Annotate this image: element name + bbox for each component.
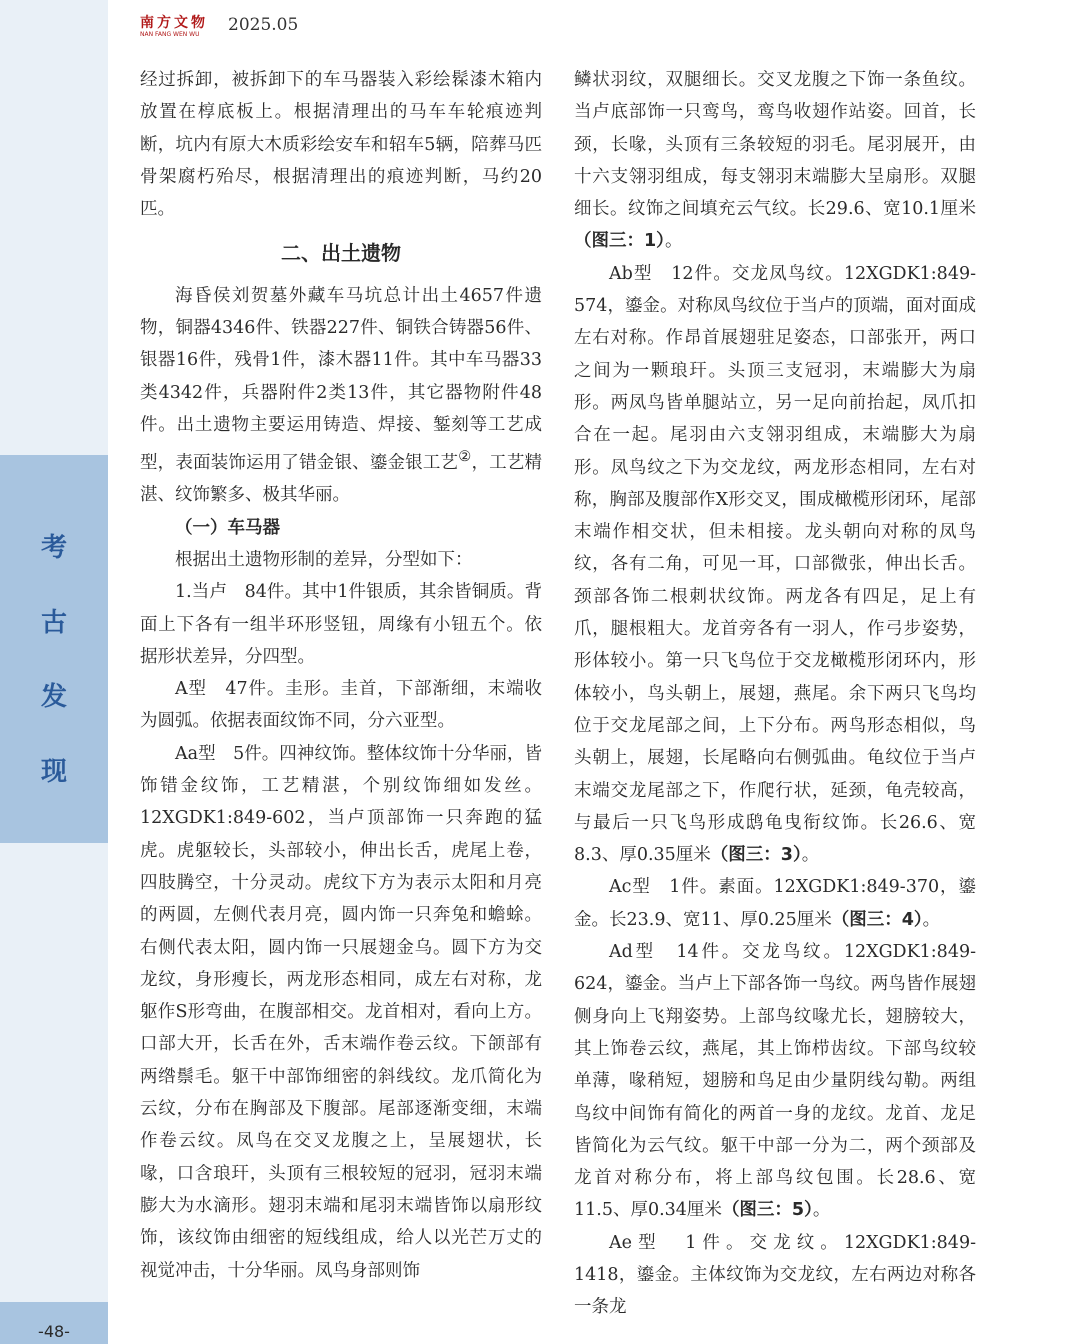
paragraph	[574, 871, 976, 936]
paragraph	[574, 64, 976, 258]
section-char-1: 考	[40, 533, 67, 563]
paragraph-text: 。	[922, 909, 941, 930]
paragraph: Ae型 1件。交龙纹。12XGDK1:849-1418，鎏金。主体纹饰为交龙纹，左右两边对称各一条龙	[574, 1232, 976, 1318]
paragraph-text: 。	[812, 1200, 831, 1221]
section-char-2: 古	[40, 608, 67, 638]
paragraph-text: Ac型 1件。素面。12XGDK1:849-370，鎏金。长23.9、宽11、厚0.25厘米	[574, 877, 976, 930]
paragraph-text: Ab型 12件。交龙凤鸟纹。12XGDK1:849-574，鎏金。对称凤鸟纹位于当卢的顶端，面对面成左右对称。作昂首展翅驻足姿态，口部张开，两口之间为一颗琅玕。头顶三支冠羽，末端膨大为扇形。两凤鸟皆单腿站立，另一足向前抬起，凤爪扣合在一起。尾羽由六支翎羽组成，末端膨大为扇形。凤鸟纹之下为交龙纹，两龙形态相同，左右对称，胸部及腹部作X形交叉，围成橄榄形闭环，尾部末端作相交状，但未相接。龙头朝向对称的凤鸟纹，各有二角，可见一耳，口部微张，伸出长舌。颈部各饰二根刺状纹饰。两龙各有四足，足上有爪，腿根粗大。龙首旁各有一羽人，作弓步姿势，形体较小。第一只飞鸟位于交龙橄榄形闭环内，形体较小，鸟头朝上，展翅，燕尾。余下两只飞鸟均位于交龙尾部之间，上下分布。两鸟形态相似，鸟头朝上，展翅，长尾略向右侧弧曲。龟纹位于当卢末端交龙尾部之下，作爬行状，延颈，龟壳较高，与最后一只飞鸟形成鸱龟曳衔纹饰。长26.6、宽8.3、厚0.35厘米	[574, 263, 976, 866]
paragraph-text: Ad型 14件。交龙鸟纹。12XGDK1:849-624，鎏金。当卢上下部各饰一鸟纹。两鸟皆作展翅侧身向上飞翔姿势。上部鸟纹喙尤长，翅膀较大，其上饰卷云纹，燕尾，其上饰栉齿纹。下部鸟纹较单薄，喙稍短，翅膀和鸟足由少量阴线勾勒。两组鸟纹中间饰有简化的两首一身的龙纹。龙首、龙足皆简化为云气纹。躯干中部一分为二，两个颈部及龙首对称分布，将上部鸟纹包围。长28.6、宽11.5、厚0.34厘米	[574, 942, 976, 1221]
page-number: -48-	[38, 1322, 70, 1341]
paragraph: 根据出土遗物形制的差异，分型如下：	[175, 549, 473, 570]
paragraph-text: 。	[664, 231, 683, 252]
paragraph	[140, 280, 542, 512]
journal-logo-pinyin: NAN FANG WEN WU	[140, 31, 200, 38]
section-char-3: 发	[40, 682, 67, 712]
paragraph: A型 47件。圭形。圭首，下部渐细，末端收为圆弧。依据表面纹饰不同，分六亚型。	[140, 679, 542, 732]
paragraph: 经过拆卸，被拆卸下的车马器装入彩绘髹漆木箱内放置在椁底板上。根据清理出的马车车轮痕迹判断，坑内有原大木质彩绘安车和轺车5辆，陪葬马匹骨架腐朽殆尽，根据清理出的痕迹判断，马约20匹。	[140, 70, 542, 220]
paragraph-text: 。	[801, 845, 820, 866]
figure-ref: （图三：5）	[721, 1200, 813, 1221]
left-column	[140, 64, 542, 1287]
figure-ref: （图三：3）	[710, 845, 802, 866]
paragraph	[574, 258, 976, 872]
section-char-4: 现	[40, 757, 67, 787]
paragraph-text: ，工艺精湛、纹饰繁多、极其华丽。	[140, 453, 543, 506]
subsection-title: （一）车马器	[175, 517, 280, 538]
paragraph-text: 鳞状羽纹，双腿细长。交叉龙腹之下饰一条鱼纹。当卢底部饰一只鸾鸟，鸾鸟收翅作站姿。回首，长颈，长喙，头顶有三条较短的羽毛。尾羽展开，由十六支翎羽组成，每支翎羽末端膨大呈扇形。双腿细长。纹饰之间填充云气纹。长29.6、宽10.1厘米	[574, 70, 976, 220]
right-column	[574, 64, 976, 1324]
figure-ref: （图三：1）	[574, 231, 665, 252]
figure-ref: （图三：4）	[831, 909, 923, 930]
issue-number: 2025.05	[228, 15, 299, 35]
paragraph-text: 海昏侯刘贺墓外藏车马坑总计出土4657件遗物，铜器4346件、铁器227件、铜铁合铸器56件、银器16件，残骨1件，漆木器11件。其中车马器33类4342件，兵器附件2类13件，其它器物附件48件。出土遗物主要运用铸造、焊接、錾刻等工艺成型，表面装饰运用了错金银、鎏金银工艺	[140, 285, 542, 474]
footnote-mark: ②	[458, 448, 472, 466]
paragraph: 1.当卢 84件。其中1件银质，其余皆铜质。背面上下各有一组半环形竖钮，周缘有小钮五个。依据形状差异，分四型。	[140, 582, 542, 667]
section-title: 二、出土遗物	[281, 241, 401, 266]
paragraph: Aa型 5件。四神纹饰。整体纹饰十分华丽，皆饰错金纹饰，工艺精湛，个别纹饰细如发丝。12XGDK1:849-602，当卢顶部饰一只奔跑的猛虎。虎躯较长，头部较小，伸出长舌，虎尾上卷，四肢腾空，十分灵动。虎纹下方为表示太阳和月亮的两圆，左侧代表月亮，圆内饰一只奔兔和蟾蜍。右侧代表太阳，圆内饰一只展翅金乌。圆下方为交龙纹，身形瘦长，两龙形态相同，成左右对称，龙躯作S形弯曲，在腹部相交。龙首相对，看向上方。口部大开，长舌在外，舌末端作卷云纹。下颌部有两绺鬃毛。躯干中部饰细密的斜线纹。龙爪简化为云纹，分布在胸部及下腹部。尾部逐渐变细，末端作卷云纹。凤鸟在交叉龙腹之上，呈展翅状，长喙，口含琅玕，头顶有三根较短的冠羽，冠羽末端膨大为水滴形。翅羽末端和尾羽末端皆饰以扇形纹饰，该纹饰由细密的短线组成，给人以光芒万丈的视觉冲击，十分华丽。凤鸟身部则饰	[140, 743, 542, 1281]
paragraph	[574, 936, 976, 1227]
journal-logo: 南方文物	[140, 15, 208, 31]
section-tab	[0, 455, 108, 843]
